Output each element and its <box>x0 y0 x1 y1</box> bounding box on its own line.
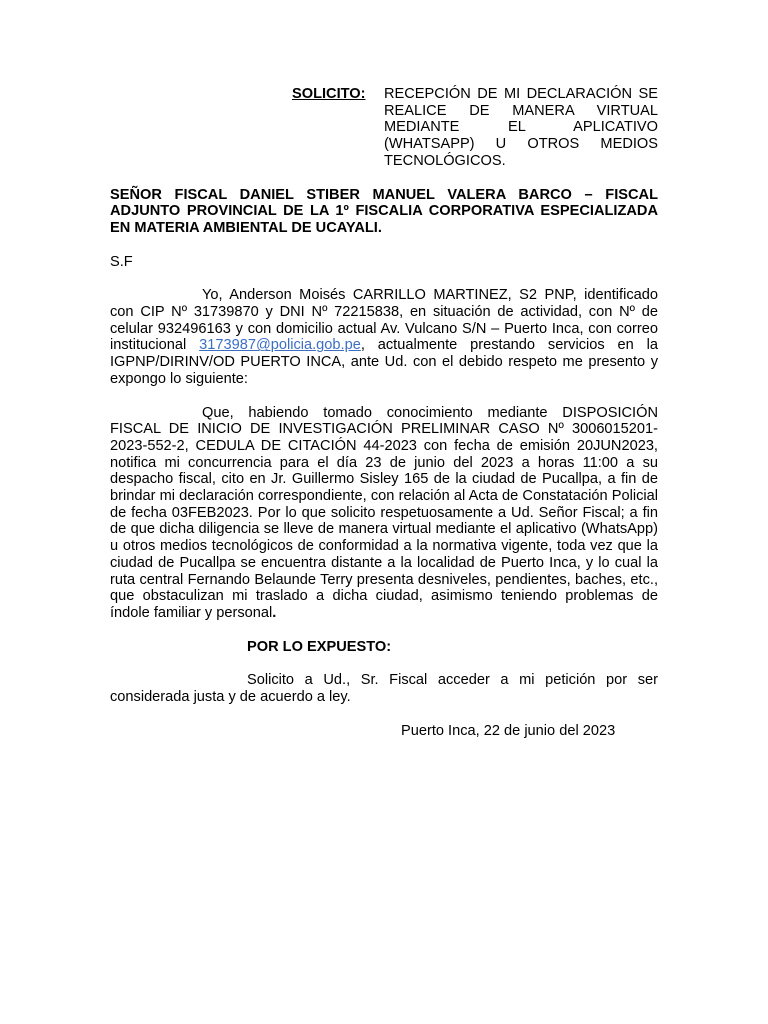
request-paragraph <box>110 405 658 622</box>
salutation: S.F <box>110 253 133 270</box>
request-final-period: . <box>272 604 277 621</box>
subject-block <box>292 86 658 170</box>
institutional-email-link[interactable]: 3173987@policia.gob.pe <box>199 337 361 354</box>
section-heading: POR LO EXPUESTO: <box>247 638 392 655</box>
document-page <box>110 86 658 740</box>
subject-text: RECEPCIÓN DE MI DECLARACIÓN SE REALICE DE MANERA VIRTUAL MEDIANTE EL APLICATIVO (WHATSAPP) U OTROS MEDIOS TECNOLÓGICOS. <box>384 86 658 169</box>
addressee: SEÑOR FISCAL DANIEL STIBER MANUEL VALERA BARCO – FISCAL ADJUNTO PROVINCIAL DE LA 1º FISCALIA CORPORATIVA ESPECIALIZADA EN MATERIA AMBIENTAL DE UCAYALI. <box>110 186 658 236</box>
introduction-text-start: Yo, Anderson Moisés CARRILLO MARTINEZ, S2 PNP, identificado con CIP Nº 31739870 y DNI Nº 72215838, en situación de actividad, con Nº de celular 932496163 y con domicilio actual Av. Vulcano S/N – Puerto Inca, con correo institucional <box>110 287 658 354</box>
introduction-paragraph <box>110 287 658 387</box>
introduction-text-end: , actualmente prestando servicios en la IGPNP/DIRINV/OD PUERTO INCA, ante Ud. con el debido respeto me presento y expongo lo siguiente: <box>110 337 658 387</box>
subject-label: SOLICITO: <box>292 86 366 102</box>
petition-paragraph: Solicito a Ud., Sr. Fiscal acceder a mi petición por ser considerada justa y de acuerdo a ley. <box>110 672 658 706</box>
request-text: Que, habiendo tomado conocimiento mediante DISPOSICIÓN FISCAL DE INICIO DE INVESTIGACIÓN PRELIMINAR CASO Nº 3006015201-2023-552-2, CEDULA DE CITACIÓN 44-2023 con fecha de emisión 20JUN2023, notifica mi concurrencia para el día 23 de junio del 2023 a horas 11:00 a su despacho fiscal, cito en Jr. Guillermo Sisley 165 de la ciudad de Pucallpa, a fin de brindar mi declaración correspondiente, con relación al Acta de Constatación Policial de fecha 03FEB2023. Por lo que solicito respetuosamente a Ud. Señor Fiscal; a fin de que dicha diligencia se lleve de manera virtual mediante el aplicativo (WhatsApp) u otros medios tecnológicos de conformidad a la normativa vigente, toda vez que la ciudad de Pucallpa se encuentra distante a la localidad de Puerto Inca, y lo cual la ruta central Fernando Belaunde Terry presenta desniveles, pendientes, baches, etc., que obstaculizan mi traslado a dicha ciudad, asimismo teniendo problemas de índole familiar y personal <box>110 404 658 621</box>
place-and-date: Puerto Inca, 22 de junio del 2023 <box>401 722 616 739</box>
